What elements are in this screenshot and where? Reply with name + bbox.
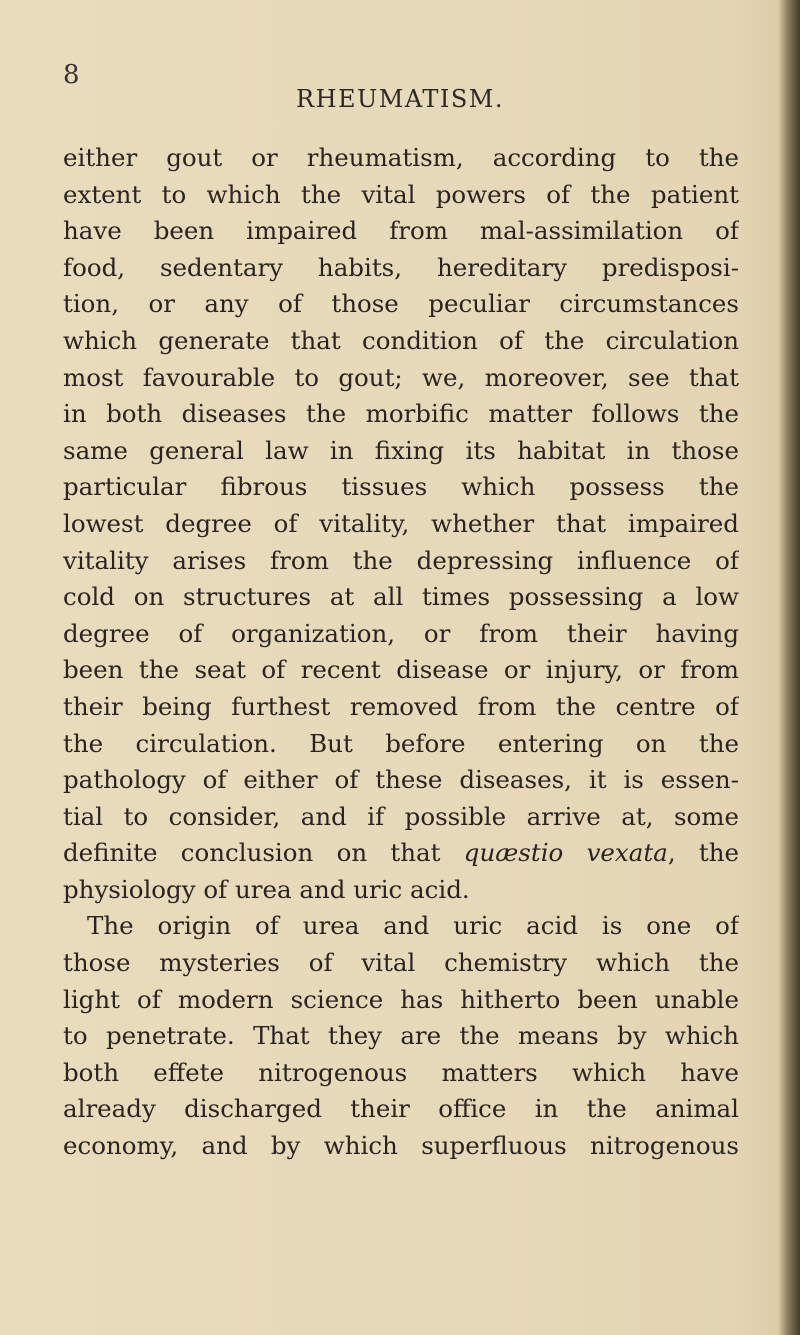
text-line-with-italic: [63, 835, 739, 872]
text-line: most favourable to gout; we, moreover, see that: [63, 362, 739, 392]
text-line: which generate that condition of the circulation: [63, 325, 739, 355]
paragraph-end-line: physiology of urea and uric acid.: [63, 874, 470, 904]
text-line: economy, and by which superfluous nitrogenous: [63, 1131, 739, 1161]
text-line: same general law in fixing its habitat in those: [63, 435, 739, 465]
text-line: the circulation. But before entering on the: [63, 728, 739, 758]
text-line: tion, or any of those peculiar circumstances: [63, 289, 739, 319]
text-line: pathology of either of these diseases, it is essen-: [63, 765, 739, 795]
page-number: 8: [63, 60, 80, 90]
text-span: , the: [667, 838, 739, 868]
text-line: cold on structures at all times possessing a low: [63, 582, 739, 612]
text-line: in both diseases the morbific matter follows the: [63, 399, 739, 429]
text-line: already discharged their office in the animal: [63, 1094, 739, 1124]
text-line: degree of organization, or from their having: [63, 618, 739, 648]
text-line: particular fibrous tissues which possess the: [63, 472, 739, 502]
page-edge-shadow: [778, 0, 800, 1335]
text-line: have been impaired from mal-assimilation of: [63, 216, 739, 246]
text-line: lowest degree of vitality, whether that impaired: [63, 508, 739, 538]
text-line: those mysteries of vital chemistry which the: [63, 948, 739, 978]
text-line: extent to which the vital powers of the patient: [63, 179, 739, 209]
text-span: definite conclusion on that: [63, 838, 464, 868]
text-line: tial to consider, and if possible arrive at, some: [63, 801, 739, 831]
text-line: food, sedentary habits, hereditary predisposi-: [63, 252, 739, 282]
text-line: vitality arises from the depressing influence of: [63, 545, 739, 575]
text-line: to penetrate. That they are the means by which: [63, 1021, 739, 1051]
running-head: RHEUMATISM.: [296, 85, 504, 113]
text-line: light of modern science has hitherto been unable: [63, 984, 739, 1014]
paragraph-first-line: The origin of urea and uric acid is one of: [87, 911, 739, 941]
text-line: been the seat of recent disease or injury, or from: [63, 655, 739, 685]
text-line: both effete nitrogenous matters which have: [63, 1057, 739, 1087]
body-text: [63, 140, 739, 1165]
text-line: their being furthest removed from the centre of: [63, 691, 739, 721]
latin-phrase: quæstio vexata: [463, 838, 668, 868]
text-line: either gout or rheumatism, according to the: [63, 143, 739, 172]
